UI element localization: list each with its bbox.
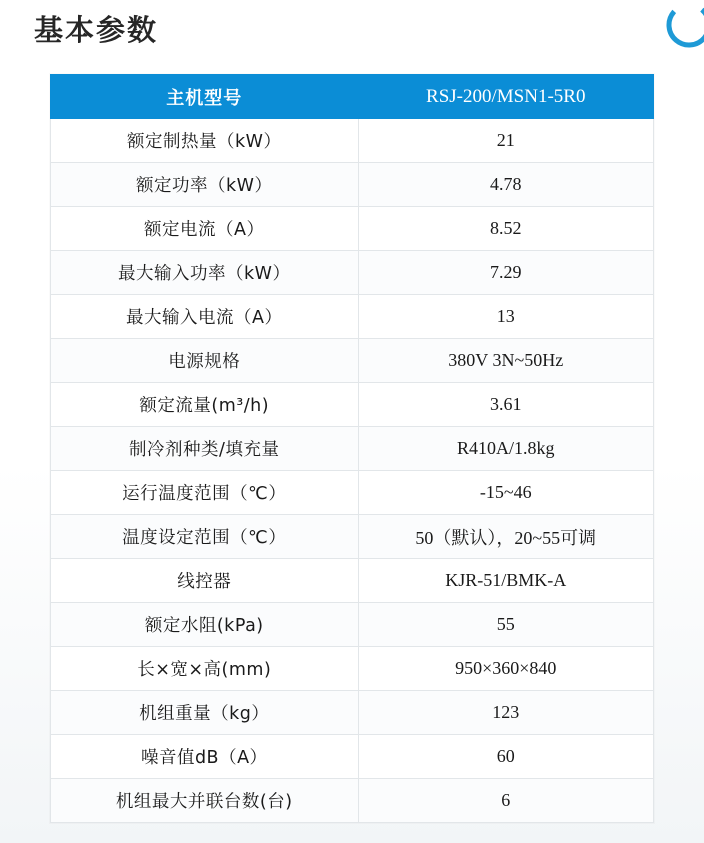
- row-label: 最大输入电流（A）: [51, 295, 359, 339]
- page-title: 基本参数: [34, 13, 159, 47]
- table-row: [51, 515, 654, 559]
- row-label: 温度设定范围（℃）: [51, 515, 359, 559]
- table-row: [51, 383, 654, 427]
- row-value: 60: [358, 735, 653, 779]
- row-label: 线控器: [51, 559, 359, 603]
- row-label: 额定制热量（kW）: [51, 119, 359, 163]
- table-row: [51, 779, 654, 823]
- row-label: 额定流量(m³/h): [51, 383, 359, 427]
- row-value: 380V 3N~50Hz: [358, 339, 653, 383]
- row-label: 额定电流（A）: [51, 207, 359, 251]
- table-row: [51, 295, 654, 339]
- row-value: 8.52: [358, 207, 653, 251]
- table-row: [51, 647, 654, 691]
- table-row: [51, 163, 654, 207]
- page-header: [0, 0, 704, 62]
- table-header-value: RSJ-200/MSN1-5R0: [358, 75, 653, 119]
- circle-arc-icon: [666, 2, 704, 48]
- table-row: [51, 471, 654, 515]
- table-header-row: [51, 75, 654, 119]
- spec-table-wrap: [50, 74, 654, 823]
- row-value: 123: [358, 691, 653, 735]
- table-row: [51, 251, 654, 295]
- row-value: 6: [358, 779, 653, 823]
- row-label: 额定水阻(kPa): [51, 603, 359, 647]
- row-value: 13: [358, 295, 653, 339]
- table-row: [51, 691, 654, 735]
- row-value: 4.78: [358, 163, 653, 207]
- table-row: [51, 207, 654, 251]
- row-value: 21: [358, 119, 653, 163]
- row-value: 55: [358, 603, 653, 647]
- row-label: 噪音值dB（A）: [51, 735, 359, 779]
- table-row: [51, 559, 654, 603]
- table-header-label: 主机型号: [51, 75, 359, 119]
- row-label: 最大输入功率（kW）: [51, 251, 359, 295]
- table-row: [51, 427, 654, 471]
- spec-table: [50, 74, 654, 823]
- table-row: [51, 339, 654, 383]
- table-row: [51, 119, 654, 163]
- row-label: 额定功率（kW）: [51, 163, 359, 207]
- row-value: 50（默认），20~55可调: [358, 515, 653, 559]
- row-value: -15~46: [358, 471, 653, 515]
- row-label: 电源规格: [51, 339, 359, 383]
- row-label: 运行温度范围（℃）: [51, 471, 359, 515]
- spec-table-body: [51, 119, 654, 823]
- row-label: 制冷剂种类/填充量: [51, 427, 359, 471]
- row-label: 长×宽×高(mm): [51, 647, 359, 691]
- row-value: 7.29: [358, 251, 653, 295]
- row-label: 机组重量（kg）: [51, 691, 359, 735]
- table-row: [51, 735, 654, 779]
- row-value: 3.61: [358, 383, 653, 427]
- row-value: KJR-51/BMK-A: [358, 559, 653, 603]
- row-label: 机组最大并联台数(台): [51, 779, 359, 823]
- row-value: R410A/1.8kg: [358, 427, 653, 471]
- row-value: 950×360×840: [358, 647, 653, 691]
- table-row: [51, 603, 654, 647]
